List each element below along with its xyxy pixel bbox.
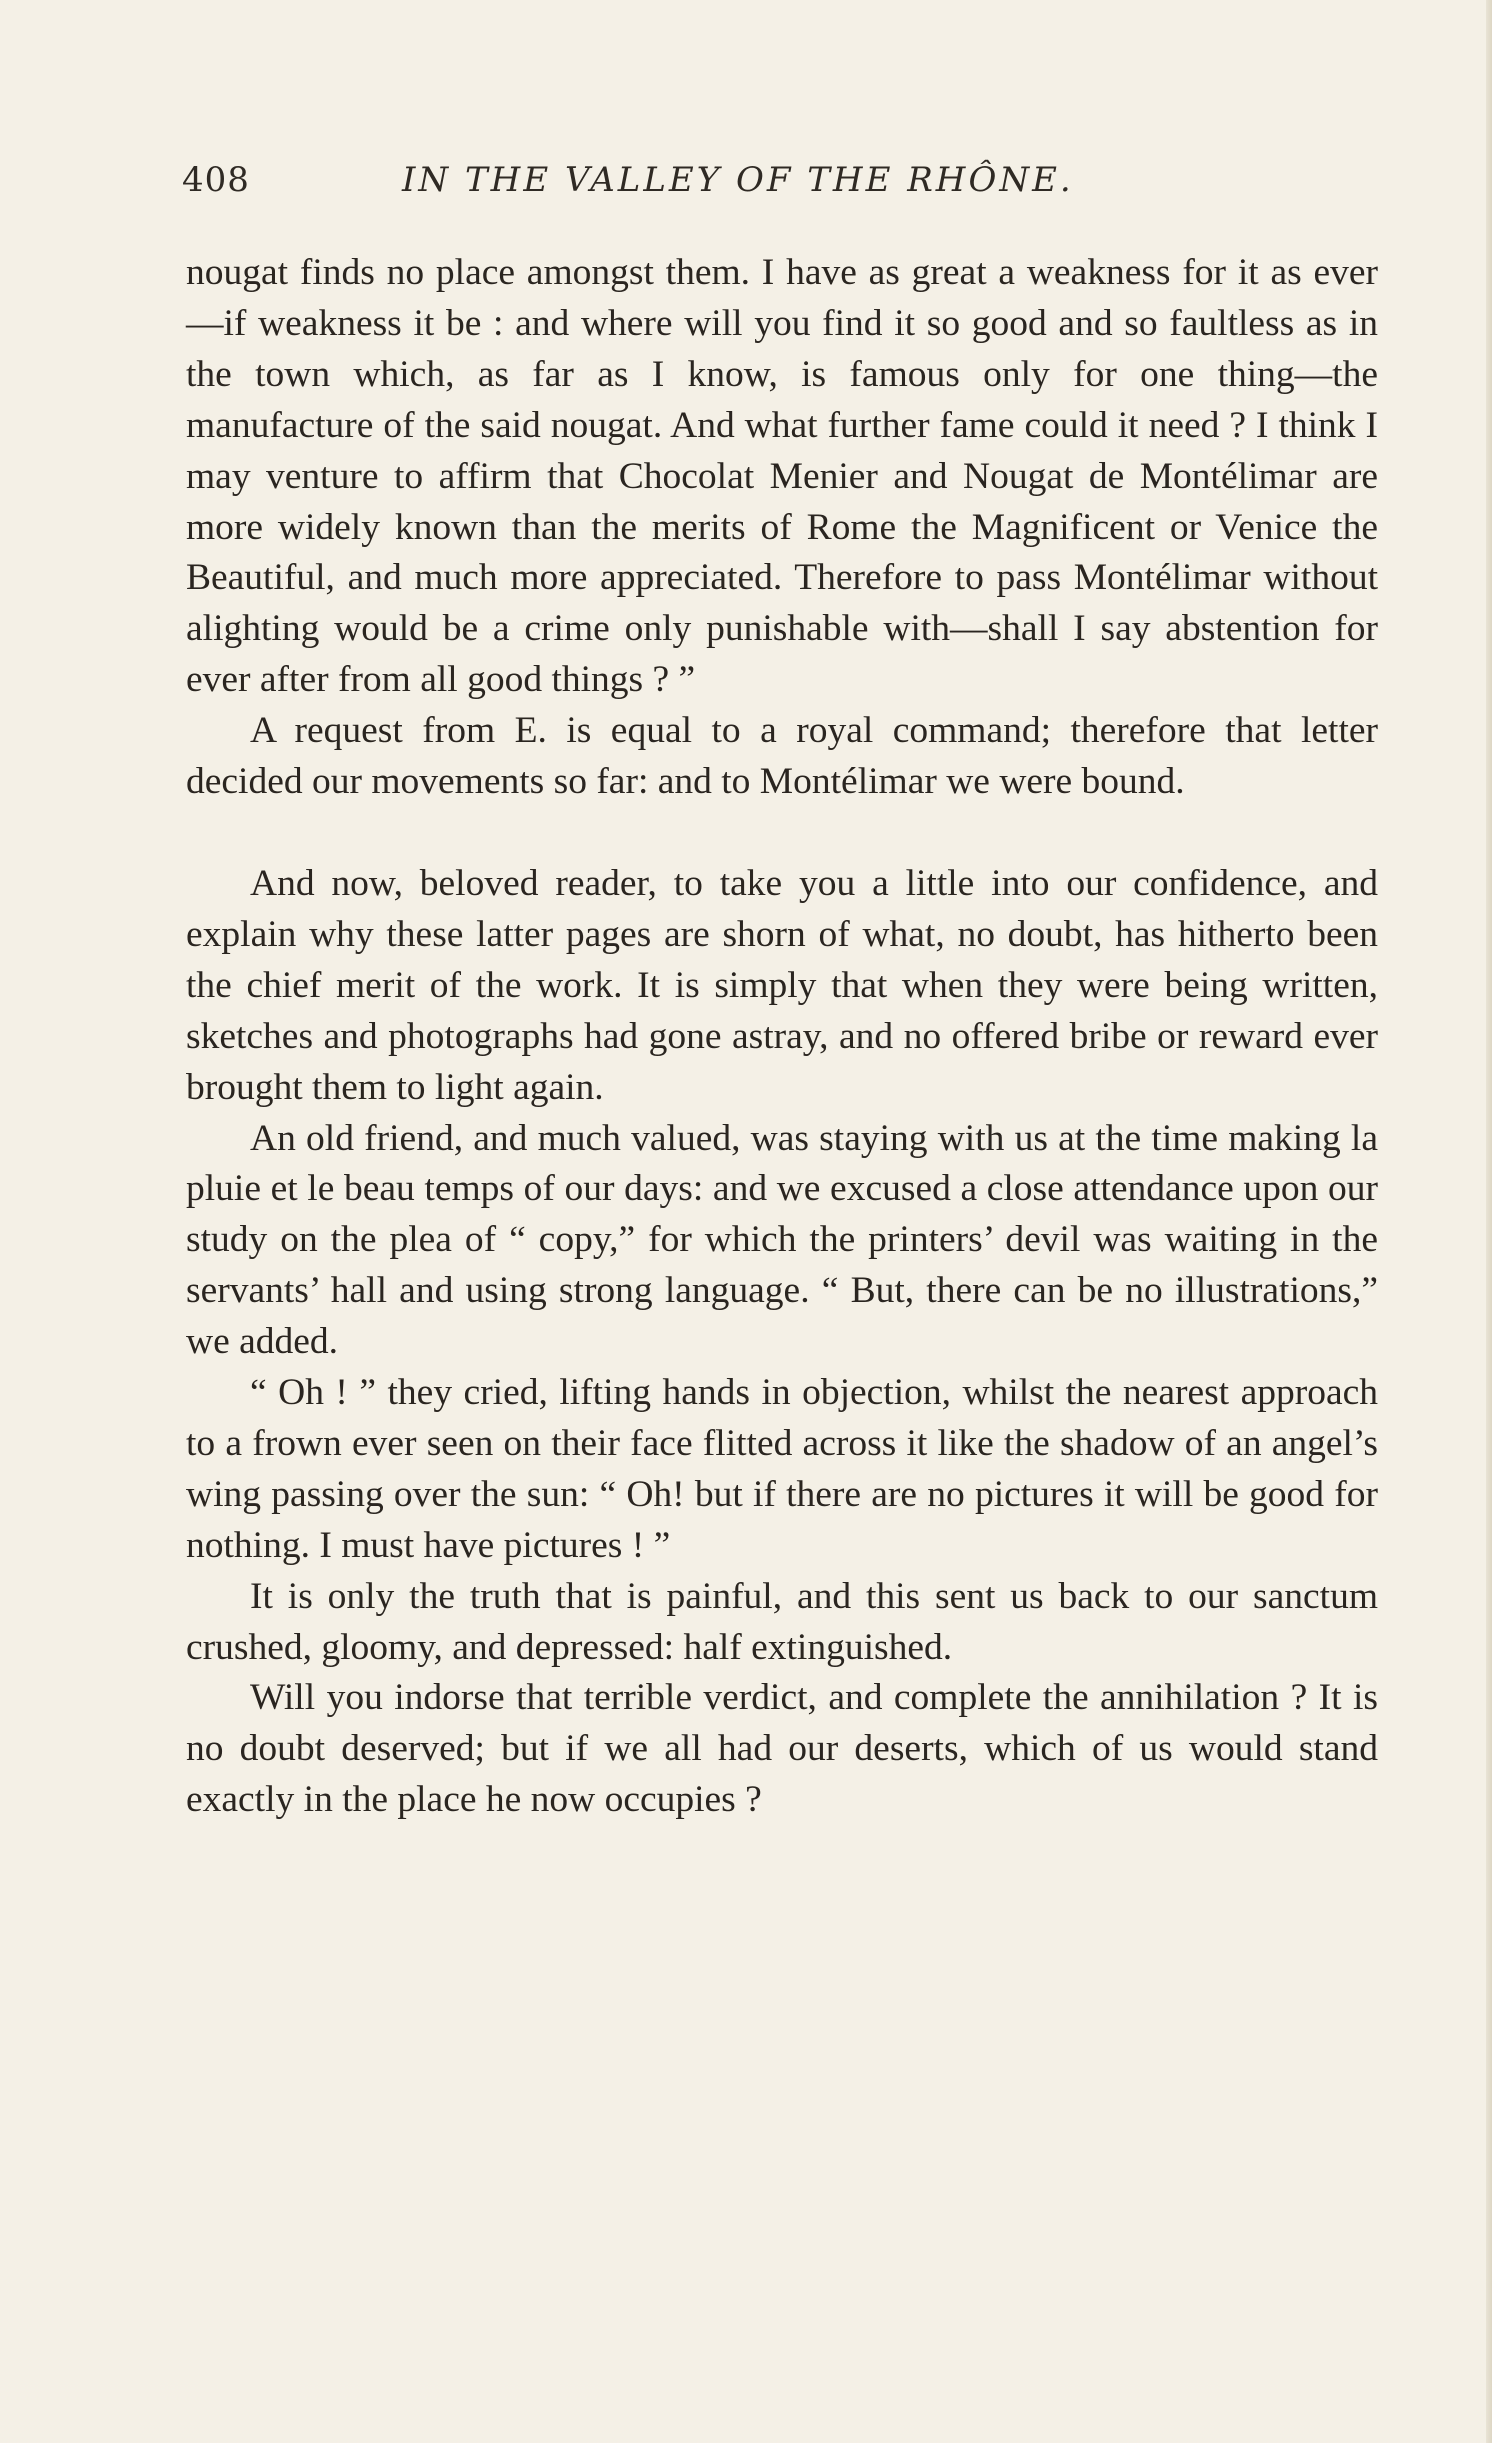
running-head [182,160,1372,210]
running-title: IN THE VALLEY OF THE RHÔNE. [402,160,1074,200]
body-text [186,248,1378,1826]
section-break [186,808,1378,859]
paragraph: An old friend, and much valued, was staying with us at the time making la pluie et le beau temps of our days: and we excused a close attendance upon our study on the plea of “ copy,” for which the printers’ devil was waiting in the servants’ hall and using strong language. “ But, there can be no illustrations,” we added. [186,1117,1378,1363]
paragraph: It is only the truth that is painful, and this sent us back to our sanctum crushed, gloomy, and depressed: half extinguished. [186,1575,1378,1668]
paragraph: And now, beloved reader, to take you a little into our confidence, and explain why these latter pages are shorn of what, no doubt, has hitherto been the chief merit of the work. It is simply that when they were being written, sketches and photographs had gone astray, and no offered bribe or reward ever brought them to light again. [186,862,1378,1108]
paragraph-continued: nougat finds no place amongst them. I have as great a weakness for it as ever—if weakness it be : and where will you find it so good and so faultless as in the town which, as far as I know, is famous only for one thing—the manufacture of the said nougat. And what further fame could it need ? I think I may venture to affirm that Chocolat Menier and Nougat de Montélimar are more widely known than the merits of Rome the Magnificent or Venice the Beautiful, and much more appreciated. Therefore to pass Montélimar without alighting would be a crime only punishable with—shall I say abstention for ever after from all good things ? ” [186,252,1378,701]
page-edge [1486,0,1492,2443]
paragraph: Will you indorse that terrible verdict, and complete the annihilation ? It is no doubt deserved; but if we all had our deserts, which of us would stand exactly in the place he now occupies ? [186,1677,1378,1821]
page-number: 408 [182,160,250,200]
paragraph: “ Oh ! ” they cried, lifting hands in objection, whilst the nearest approach to a frown ever seen on their face flitted across it like the shadow of an angel’s wing passing over the sun: “ Oh! but if there are no pictures it will be good for nothing. I must have pictures ! ” [186,1372,1378,1566]
paragraph: A request from E. is equal to a royal command; therefore that letter decided our movements so far: and to Montélimar we were bound. [186,710,1378,803]
